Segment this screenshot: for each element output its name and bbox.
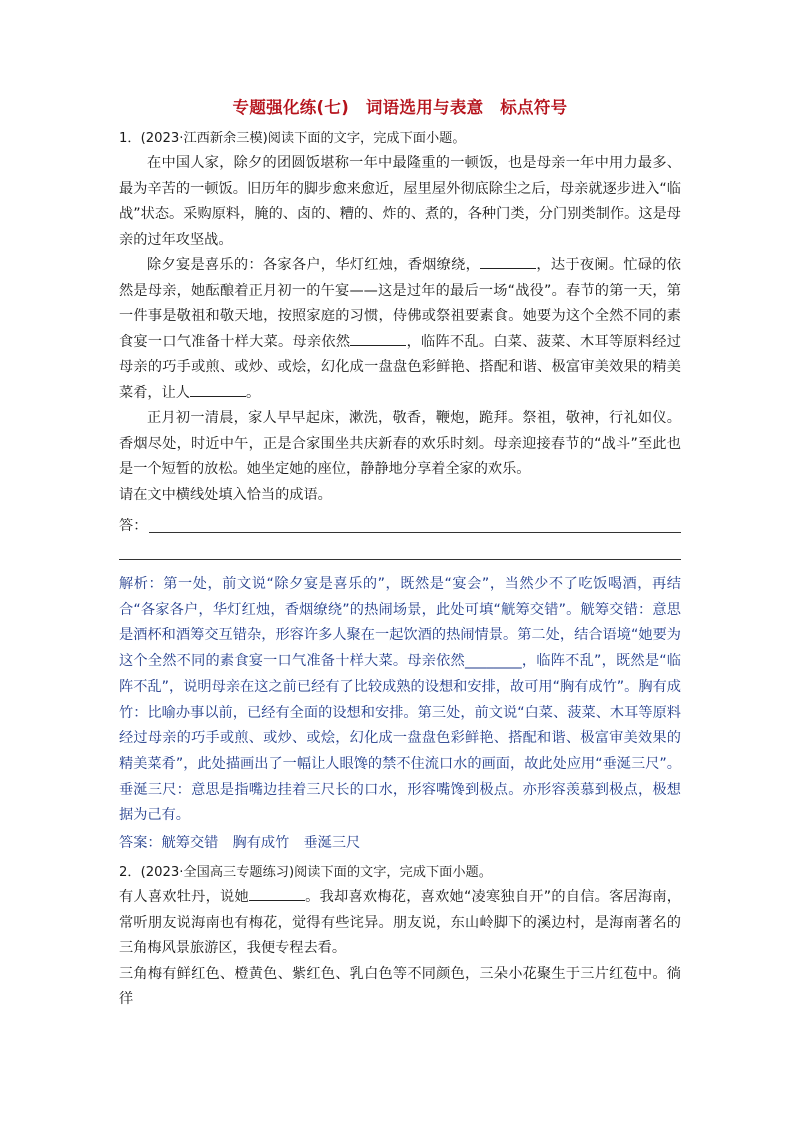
fill-blank-2[interactable] [350, 331, 406, 346]
answer-row [119, 514, 681, 539]
analysis-text: 第一处，前文说“除夕宴是喜乐的”，既然是“宴会”，当然少不了吃饭喝酒，再结合“各家各户，华灯红烛，香烟缭绕”的热闹场景，此处可填“觥筹交错”。觥筹交错：意思是酒杯和酒筹交互错杂，形容许多人聚在一起饮酒的热闹情景。第二处，结合语境“她要为这个全然不同的素食宴一口气准备十样大菜。母亲依然________，临阵不乱”，既然是“临阵不乱”，说明母亲在这之前已经有了比较成熟的设想和安排，故可用“胸有成竹”。胸有成竹：比喻办事以前，已经有全面的设想和安排。第三处，前文说“白菜、菠菜、木耳等原料经过母亲的巧手或煎、或炒、或烩，幻化成一盘盘色彩鲜艳、搭配和谐、极富审美效果的精美菜肴”，此处描画出了一幅让人眼馋的禁不住流口水的画面，故此处应用“垂涎三尺”。垂涎三尺：意思是指嘴边挂着三尺长的口水，形容嘴馋到极点。亦形容羡慕到极点，极想据为己有。 [119, 576, 681, 824]
paragraph-2-part-c: ，临阵不乱。白菜、菠菜、木耳等原料经过母亲的巧手或煎、或炒、或烩，幻化成一盘盘色彩鲜艳、搭配和谐、极富审美效果的精美菜肴，让人 [119, 333, 681, 401]
question-2 [119, 860, 681, 1013]
question-1-paragraph-2 [119, 253, 681, 406]
paragraph-2-part-d: 。 [245, 384, 261, 401]
question-2-paragraph-2: 三角梅有鲜红色、橙黄色、紫红色、乳白色等不同颜色，三朵小花聚生于三片红苞中。徜徉 [119, 965, 681, 1008]
question-2-header: 2．(2023·全国高三专题练习)阅读下面的文字，完成下面小题。 [119, 865, 492, 881]
question-1 [119, 126, 681, 856]
q2-fill-blank-1[interactable] [249, 886, 305, 901]
answer-line-1[interactable] [149, 516, 681, 533]
answer-label: 答： [119, 518, 148, 534]
paragraph-2-part-b: ，达于夜阑。忙碌的依然是母亲，她酝酿着正月初一的午宴——这是过年的最后一场“战役”。春节的第一天，第一件事是敬祖和敬天地，按照家庭的习惯，侍佛或祭祖要素食。她要为这个全然不同的素食宴一口气准备十样大菜。母亲依然 [119, 257, 681, 350]
page-title: 专题强化练(七) 词语选用与表意 标点符号 [232, 98, 568, 117]
q2-paragraph-1-part-a: 有人喜欢牡丹，说她 [119, 889, 249, 906]
analysis-label: 解析： [119, 576, 164, 592]
answer-key [119, 831, 681, 856]
question-1-header: 1．(2023·江西新余三模)阅读下面的文字，完成下面小题。 [119, 131, 466, 146]
question-1-prompt: 请在文中横线处填入恰当的成语。 [119, 486, 332, 503]
q2-paragraph-1-part-b: 。我却喜欢梅花，喜欢她“凌寒独自开”的自信。客居海南，常听朋友说海南也有梅花，觉得有些诧异。朋友说，东山岭脚下的溪边村，是海南著名的三角梅风景旅游区，我便专程去看。 [119, 889, 681, 957]
answer-key-text: 觥筹交错 胸有成竹 垂涎三尺 [161, 835, 361, 852]
fill-blank-3[interactable] [190, 382, 246, 397]
fill-blank-1[interactable] [480, 254, 536, 269]
question-1-paragraph-3: 正月初一清晨，家人早早起床，漱洗，敬香，鞭炮，跪拜。祭祖，敬神，行礼如仪。香烟尽处，时近中午，正是合家围坐共庆新春的欢乐时刻。母亲迎接春节的“战斗”至此也是一个短暂的放松。她坐定她的座位，静静地分享着全家的欢乐。 [119, 410, 681, 477]
answer-key-label: 答案： [119, 835, 162, 852]
question-1-paragraph-1: 在中国人家，除夕的团圆饭堪称一年中最隆重的一顿饭，也是母亲一年中用力最多、最为辛苦的一顿饭。旧历年的脚步愈来愈近，屋里屋外彻底除尘之后，母亲就逐步进入“临战”状态。采购原料，腌的、卤的、糟的、炸的、煮的，各种门类，分门别类制作。这是母亲的过年攻坚战。 [119, 155, 681, 248]
answer-line-2[interactable] [119, 559, 681, 560]
paragraph-2-part-a: 除夕宴是喜乐的：各家各户，华灯红烛，香烟缭绕， [147, 257, 481, 273]
question-2-paragraph-1 [119, 885, 681, 962]
analysis-block [119, 572, 681, 829]
document-page [119, 96, 681, 1013]
